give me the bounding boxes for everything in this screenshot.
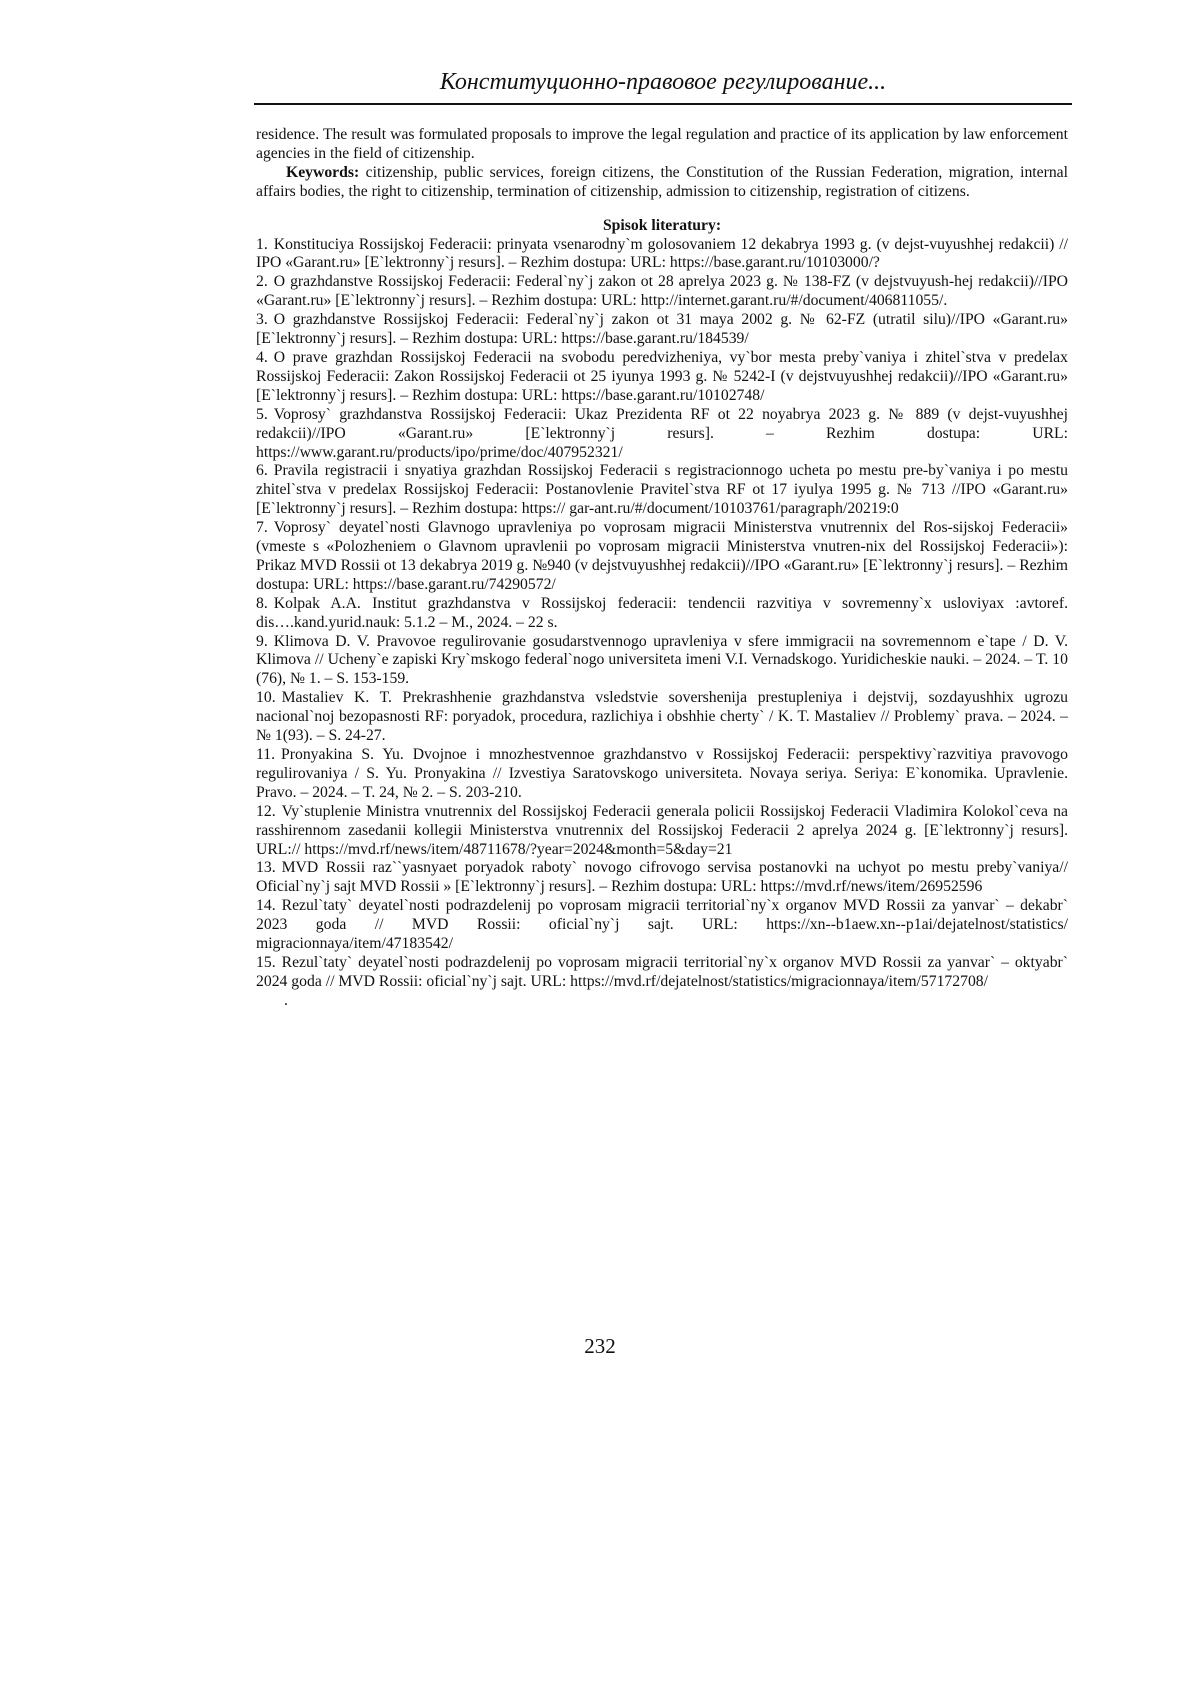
reference-text: O grazhdanstve Rossijskoj Federacii: Federal`ny`j zakon ot 28 aprelya 2023 g. № 138-FZ (v dejstvuyush-hej redakcii)//IPO «Garant.ru» [E`lektronny`j resurs]. – Rezhim dostupa: URL: http://internet.garant.ru/#/document/406811055/. [256,273,1068,310]
reference-number: 8. [256,594,268,612]
reference-text: O grazhdanstve Rossijskoj Federacii: Federal`ny`j zakon ot 31 maya 2002 g. № 62-FZ (utratil silu)//IPO «Garant.ru» [E`lektronny`j resurs]. – Rezhim dostupa: URL: https://base.garant.ru/184539/ [256,311,1068,348]
reference-item [256,897,1068,954]
reference-text: O prave grazhdan Rossijskoj Federacii na svobodu peredvizheniya, vy`bor mesta preby`vaniya i zhitel`stva v predelax Rossijskoj Federacii: Zakon Rossijskoj Federacii ot 25 iyunya 1993 g. № 5242-I (v dejstvuyushhej redakcii)//IPO «Garant.ru» [E`lektronny`j resurs]. – Rezhim dostupa: URL: https://base.garant.ru/10102748/ [256,348,1068,404]
reference-item [256,406,1068,463]
reference-number: 9. [256,632,268,650]
reference-item [256,311,1068,349]
bibliography-title: Spisok literatury: [602,216,722,234]
reference-item [256,954,1068,992]
trailing-mark: . [284,991,288,1009]
reference-number: 4. [256,348,268,366]
page-body [256,126,1068,1011]
reference-number: 14. [256,897,276,915]
reference-item [256,349,1068,406]
abstract-tail: residence. The result was formulated proposals to improve the legal regulation and practice of its application by law enforcement agencies in the field of citizenship. [256,126,1068,162]
reference-item [256,595,1068,633]
keywords-label: Keywords: [286,163,360,181]
reference-text: Kolpak A.A. Institut grazhdanstva v Rossijskoj federacii: tendencii razvitiya v sovremenny`x usloviyax :avtoref. dis….kand.yurid.nauk: 5.1.2 – M., 2024. – 22 s. [256,594,1068,631]
reference-text: Rezul`taty` deyatel`nosti podrazdelenij po voprosam migracii territorial`ny`x organov MVD Rossii za yanvar` – oktyabr` 2024 goda // MVD Rossii: oficial`ny`j sajt. URL: https://mvd.rf/dejatelnost/statistics/migracionnaya/item/57172708/ [256,953,1068,990]
page-number: 232 [584,1334,616,1358]
reference-item [256,273,1068,311]
keywords-text: citizenship, public services, foreign citizens, the Constitution of the Russian Federation, migration, internal affairs bodies, the right to citizenship, termination of citizenship, admission to citizenship, registration of citizens. [256,163,1069,200]
reference-number: 5. [256,405,268,423]
reference-number: 13. [256,859,276,877]
reference-item [256,859,1068,897]
reference-text: Rezul`taty` deyatel`nosti podrazdelenij po voprosam migracii territorial`ny`x organov MVD Rossii za yanvar` – dekabr` 2023 goda // MVD Rossii: oficial`ny`j sajt. URL: https://xn--b1aew.xn--p1ai/dejatelnost/statistics/ migracionnaya/item/47183542/ [256,897,1068,953]
reference-number: 2. [256,273,268,291]
reference-item [256,633,1068,690]
reference-number: 15. [256,953,276,971]
reference-text: Pravila registracii i snyatiya grazhdan Rossijskoj Federacii s registracionnogo ucheta po mestu pre-by`vaniya i po mestu zhitel`stva v predelax Rossijskoj Federacii: Postanovlenie Pravitel`stva RF ot 17 iyulya 1995 g. № 713 //IPO «Garant.ru» [E`lektronny`j resurs]. – Rezhim dostupa: https:// gar-ant.ru/#/document/10103761/paragraph/20219:0 [256,462,1068,518]
reference-text: Pronyakina S. Yu. Dvojnoe i mnozhestvennoe grazhdanstvo v Rossijskoj Federacii: perspektivy`razvitiya pravovogo regulirovaniya / S. Yu. Pronyakina // Izvestiya Saratovskogo universiteta. Novaya seriya. Seriya: E`konomika. Upravlenie. Pravo. – 2024. – T. 24, № 2. – S. 203-210. [256,746,1068,801]
reference-item [256,519,1068,595]
reference-item [256,462,1068,519]
running-header: Конституционно-правовое регулирование... [439,69,887,95]
reference-number: 6. [256,462,268,480]
header-rule [254,103,1072,105]
reference-item [256,236,1068,274]
reference-text: Konstituciya Rossijskoj Federacii: prinyata vsenarodny`m golosovaniem 12 dekabrya 1993 g. (v dejst-vuyushhej redakcii) // IPO «Garant.ru» [E`lektronny`j resurs]. – Rezhim dostupa: URL: https://base.garant.ru/10103000/? [256,235,1068,272]
reference-number: 7. [256,519,268,537]
reference-text: MVD Rossii raz``yasnyaet poryadok raboty` novogo cifrovogo servisa postanovki na uchyot po mestu preby`vaniya// Oficial`ny`j sajt MVD Rossii » [E`lektronny`j resurs]. – Rezhim dostupa: URL: https://mvd.rf/news/item/26952596 [256,859,1068,896]
reference-item [256,689,1068,746]
reference-text: Vy`stuplenie Ministra vnutrennix del Rossijskoj Federacii generala policii Rossijskoj Federacii Vladimira Kolokol`ceva na rasshirennom zasedanii kollegii Ministerstva vnutrennix del Rossijskoj Federacii 2 aprelya 2024 g. [E`lektronny`j resurs]. URL:// https://mvd.rf/news/item/48711678/?year=2024&month=5&day=21 [256,802,1068,858]
reference-number: 3. [256,311,268,329]
reference-item [256,746,1068,803]
reference-text: Voprosy` deyatel`nosti Glavnogo upravleniya po voprosam migracii Ministerstva vnutrennix del Ros-sijskoj Federacii» (vmeste s «Polozheniem o Glavnom upravlenii po voprosam migracii Ministerstva vnutren-nix del Rossijskoj Federacii»): Prikaz MVD Rossii ot 13 dekabrya 2019 g. №940 (v dejstvuyushhej redakcii)//IPO «Garant.ru» [E`lektronny`j resurs]. – Rezhim dostupa: URL: https://base.garant.ru/74290572/ [256,519,1068,593]
reference-number: 10. [256,689,276,707]
bibliography-list [256,236,1068,992]
reference-text: Voprosy` grazhdanstva Rossijskoj Federacii: Ukaz Prezidenta RF ot 22 noyabrya 2023 g. № 889 (v dejst-vuyushhej redakcii)//IPO «Garant.ru» [E`lektronny`j resurs]. – Rezhim dostupa: URL: https://www.garant.ru/products/ipo/prime/doc/407952321/ [256,405,1068,461]
reference-text: Mastaliev K. T. Prekrashhenie grazhdanstva vsledstvie sovershenija prestupleniya i dejstvij, sozdayushhix ugrozu nacional`noj bezopasnosti RF: poryadok, procedura, razlichiya i obshhie cherty` / K. T. Mastaliev // Problemy` prava. – 2024. – № 1(93). – S. 24-27. [256,689,1068,745]
reference-number: 12. [256,802,276,820]
reference-item [256,803,1068,860]
reference-number: 1. [256,235,268,253]
reference-text: Klimova D. V. Pravovoe regulirovanie gosudarstvennogo upravleniya v sfere immigracii na sovremennom e`tape / D. V. Klimova // Ucheny`e zapiski Kry`mskogo federal`nogo universiteta imeni V.I. Vernadskogo. Yuridicheskie nauki. – 2024. – T. 10 (76), № 1. – S. 153-159. [256,632,1068,688]
keywords-paragraph [256,164,1068,202]
reference-number: 11. [256,746,276,763]
